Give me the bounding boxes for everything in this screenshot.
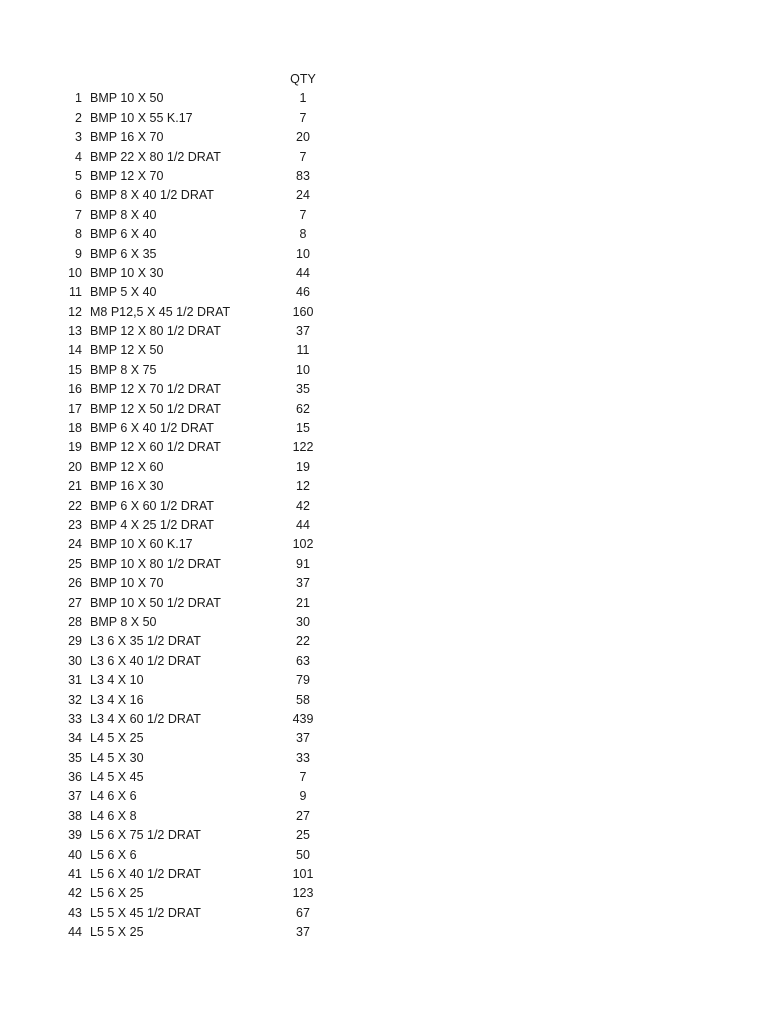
item-description: BMP 8 X 40 1/2 DRAT	[90, 188, 214, 203]
item-qty: 7	[299, 770, 307, 785]
item-description: L4 6 X 8	[90, 808, 137, 823]
table-row	[0, 555, 768, 574]
item-description: BMP 12 X 50 1/2 DRAT	[90, 401, 221, 416]
item-description: BMP 10 X 55 K.17	[90, 110, 193, 125]
table-row	[0, 691, 768, 710]
row-number: 12	[68, 304, 82, 319]
row-number: 1	[75, 91, 82, 106]
table-row	[0, 109, 768, 128]
item-qty: 10	[296, 362, 310, 377]
item-list	[0, 89, 768, 942]
row-number: 8	[75, 227, 82, 242]
row-number: 40	[68, 847, 82, 862]
item-description: BMP 10 X 50 1/2 DRAT	[90, 595, 221, 610]
item-qty: 37	[296, 731, 310, 746]
row-number: 18	[68, 421, 82, 436]
row-number: 30	[68, 653, 82, 668]
row-number: 33	[68, 711, 82, 726]
table-row	[0, 574, 768, 593]
table-row	[0, 458, 768, 477]
row-number: 37	[68, 789, 82, 804]
table-row	[0, 710, 768, 729]
item-description: BMP 16 X 30	[90, 479, 164, 494]
item-qty: 50	[296, 847, 310, 862]
row-number: 17	[68, 401, 82, 416]
table-row	[0, 787, 768, 806]
item-description: L4 6 X 6	[90, 789, 137, 804]
table-row	[0, 613, 768, 632]
row-number: 10	[68, 265, 82, 280]
item-description: BMP 6 X 40 1/2 DRAT	[90, 421, 214, 436]
item-description: L3 6 X 40 1/2 DRAT	[90, 653, 201, 668]
item-description: BMP 6 X 40	[90, 227, 157, 242]
row-number: 29	[68, 634, 82, 649]
item-qty: 20	[296, 130, 310, 145]
item-qty: 10	[296, 246, 310, 261]
row-number: 20	[68, 459, 82, 474]
row-number: 16	[68, 382, 82, 397]
row-number: 26	[68, 576, 82, 591]
item-description: BMP 8 X 75	[90, 362, 157, 377]
row-number: 4	[75, 149, 82, 164]
item-qty: 12	[296, 479, 310, 494]
table-row	[0, 749, 768, 768]
table-row	[0, 438, 768, 457]
row-number: 14	[68, 343, 82, 358]
item-qty: 123	[292, 886, 314, 901]
item-description: L5 5 X 25	[90, 925, 144, 940]
item-description: BMP 16 X 70	[90, 130, 164, 145]
row-number: 32	[68, 692, 82, 707]
table-row	[0, 206, 768, 225]
item-description: BMP 8 X 50	[90, 614, 157, 629]
table-row	[0, 846, 768, 865]
item-description: BMP 6 X 35	[90, 246, 157, 261]
table-row	[0, 594, 768, 613]
table-row	[0, 652, 768, 671]
item-description: L3 4 X 10	[90, 673, 144, 688]
item-qty: 160	[292, 304, 314, 319]
item-qty: 11	[296, 343, 310, 358]
item-description: BMP 4 X 25 1/2 DRAT	[90, 517, 214, 532]
table-row	[0, 148, 768, 167]
table-row	[0, 884, 768, 903]
item-description: L3 6 X 35 1/2 DRAT	[90, 634, 201, 649]
item-description: L5 5 X 45 1/2 DRAT	[90, 905, 201, 920]
item-description: L5 6 X 25	[90, 886, 144, 901]
row-number: 15	[68, 362, 82, 377]
item-description: BMP 10 X 60 K.17	[90, 537, 193, 552]
table-row	[0, 729, 768, 748]
row-number: 7	[75, 207, 82, 222]
table-row	[0, 671, 768, 690]
row-number: 13	[68, 324, 82, 339]
table-row	[0, 477, 768, 496]
item-qty: 46	[296, 285, 310, 300]
table-row	[0, 128, 768, 147]
row-number: 43	[68, 905, 82, 920]
row-number: 34	[68, 731, 82, 746]
item-description: BMP 12 X 70	[90, 168, 164, 183]
item-qty: 35	[296, 382, 310, 397]
item-qty: 33	[296, 750, 310, 765]
item-qty: 19	[296, 459, 310, 474]
item-description: L4 5 X 45	[90, 770, 144, 785]
row-number: 19	[68, 440, 82, 455]
item-description: BMP 10 X 30	[90, 265, 164, 280]
row-number: 28	[68, 614, 82, 629]
item-description: BMP 6 X 60 1/2 DRAT	[90, 498, 214, 513]
table-row	[0, 865, 768, 884]
item-description: BMP 5 X 40	[90, 285, 157, 300]
item-qty: 91	[296, 556, 310, 571]
item-qty: 122	[292, 440, 314, 455]
row-number: 2	[75, 110, 82, 125]
item-qty: 22	[296, 634, 310, 649]
item-description: BMP 10 X 50	[90, 91, 164, 106]
table-row	[0, 380, 768, 399]
item-qty: 42	[296, 498, 310, 513]
item-qty: 44	[296, 517, 310, 532]
item-description: BMP 22 X 80 1/2 DRAT	[90, 149, 221, 164]
item-qty: 21	[296, 595, 310, 610]
table-row	[0, 419, 768, 438]
item-qty: 7	[299, 207, 307, 222]
item-description: L3 4 X 16	[90, 692, 144, 707]
table-row	[0, 497, 768, 516]
item-description: BMP 12 X 50	[90, 343, 164, 358]
header-row	[0, 70, 768, 89]
row-number: 9	[75, 246, 82, 261]
table-row	[0, 361, 768, 380]
item-description: BMP 12 X 70 1/2 DRAT	[90, 382, 221, 397]
item-qty: 15	[296, 421, 310, 436]
item-qty: 7	[299, 110, 307, 125]
item-qty: 30	[296, 614, 310, 629]
table-row	[0, 186, 768, 205]
table-row	[0, 167, 768, 186]
table-row	[0, 535, 768, 554]
row-number: 11	[69, 285, 82, 300]
inventory-sheet	[0, 70, 768, 943]
row-number: 22	[68, 498, 82, 513]
row-number: 36	[68, 770, 82, 785]
table-row	[0, 923, 768, 942]
item-description: BMP 8 X 40	[90, 207, 157, 222]
row-number: 6	[75, 188, 82, 203]
item-qty: 58	[296, 692, 310, 707]
row-number: 38	[68, 808, 82, 823]
item-qty: 37	[296, 324, 310, 339]
row-number: 21	[68, 479, 82, 494]
row-number: 31	[68, 673, 82, 688]
item-qty: 83	[296, 168, 310, 183]
table-row	[0, 807, 768, 826]
item-description: BMP 10 X 80 1/2 DRAT	[90, 556, 221, 571]
item-description: L5 6 X 40 1/2 DRAT	[90, 867, 201, 882]
item-qty: 9	[299, 789, 307, 804]
item-description: L4 5 X 25	[90, 731, 144, 746]
row-number: 44	[68, 925, 82, 940]
item-description: L5 6 X 75 1/2 DRAT	[90, 828, 201, 843]
item-description: BMP 12 X 60	[90, 459, 164, 474]
item-qty: 102	[292, 537, 314, 552]
item-description: L4 5 X 30	[90, 750, 144, 765]
item-description: BMP 12 X 60 1/2 DRAT	[90, 440, 221, 455]
table-row	[0, 89, 768, 108]
row-number: 23	[68, 517, 82, 532]
table-row	[0, 341, 768, 360]
table-row	[0, 322, 768, 341]
row-number: 24	[68, 537, 82, 552]
item-description: L3 4 X 60 1/2 DRAT	[90, 711, 201, 726]
row-number: 5	[75, 168, 82, 183]
item-qty: 7	[299, 149, 307, 164]
table-row	[0, 264, 768, 283]
item-qty: 25	[296, 828, 310, 843]
item-description: BMP 10 X 70	[90, 576, 164, 591]
table-row	[0, 904, 768, 923]
table-row	[0, 225, 768, 244]
table-row	[0, 400, 768, 419]
table-row	[0, 303, 768, 322]
row-number: 25	[68, 556, 82, 571]
item-qty: 439	[292, 711, 314, 726]
table-row	[0, 516, 768, 535]
item-qty: 37	[296, 576, 310, 591]
item-qty: 101	[292, 867, 314, 882]
item-qty: 67	[296, 905, 310, 920]
row-number: 35	[68, 750, 82, 765]
row-number: 42	[68, 886, 82, 901]
item-qty: 37	[296, 925, 310, 940]
item-qty: 27	[296, 808, 310, 823]
item-description: BMP 12 X 80 1/2 DRAT	[90, 324, 221, 339]
item-description: M8 P12,5 X 45 1/2 DRAT	[90, 304, 231, 319]
row-number: 27	[68, 595, 82, 610]
row-number: 39	[68, 828, 82, 843]
table-row	[0, 283, 768, 302]
item-description: L5 6 X 6	[90, 847, 137, 862]
table-row	[0, 245, 768, 264]
row-number: 3	[75, 130, 82, 145]
item-qty: 63	[296, 653, 310, 668]
item-qty: 79	[296, 673, 310, 688]
item-qty: 1	[299, 91, 307, 106]
table-row	[0, 768, 768, 787]
table-row	[0, 826, 768, 845]
table-row	[0, 632, 768, 651]
item-qty: 8	[299, 227, 307, 242]
row-number: 41	[68, 867, 82, 882]
item-qty: 24	[296, 188, 310, 203]
item-qty: 44	[296, 265, 310, 280]
qty-header: QTY	[290, 72, 316, 86]
item-qty: 62	[296, 401, 310, 416]
